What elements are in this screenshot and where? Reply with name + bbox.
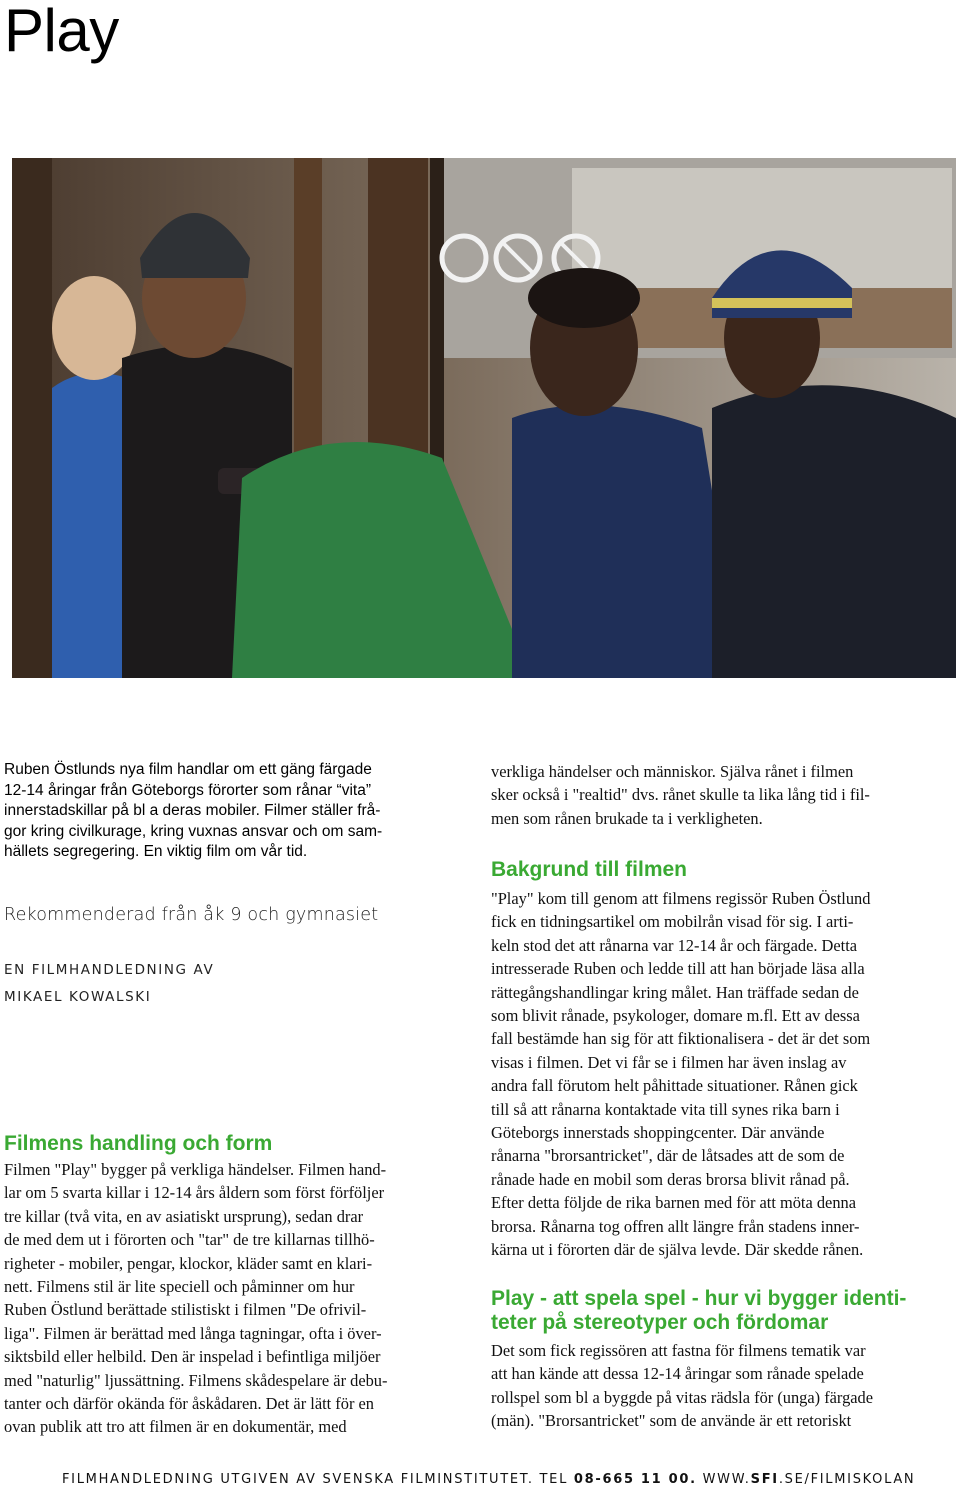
body-line: men som rånen brukade ta i verkligheten. xyxy=(491,808,763,828)
body-line: fall bestämde han sig för att fiktionalisera - det är det som xyxy=(491,1029,871,1049)
body-line: fick en tidningsartikel om mobilrån visad för sig. I arti- xyxy=(491,912,854,932)
age-recommendation: Rekommenderad från åk 9 och gymnasiet xyxy=(4,905,379,925)
body-line: "Play" kom till genom att filmens regissör Ruben Östlund xyxy=(491,889,871,908)
column2-continuation xyxy=(491,760,870,830)
section-heading-plot: Filmens handling och form xyxy=(4,1132,273,1155)
body-line: som blivit rånade, psykologer, domare m.fl. Ett av dessa xyxy=(491,1006,860,1026)
body-line: till så att rånarna kontaktade vita till synes rika barn i xyxy=(491,1099,840,1119)
intro-line: Ruben Östlunds nya film handlar om ett gäng färgade xyxy=(4,761,372,778)
page-title: Play xyxy=(4,0,119,64)
author-byline xyxy=(4,957,214,1011)
body-line: visas i filmen. Det vi får se i filmen har även inslag av xyxy=(491,1052,847,1072)
intro-line: 12-14 åringar från Göteborgs förorter som rånar “vita” xyxy=(4,781,371,799)
body-line: verkliga händelser och människor. Själva rånet i filmen xyxy=(491,762,854,781)
section-body-background xyxy=(491,887,870,1262)
intro-line: innerstadskillar på bl a deras mobiler. Filmer ställer frå- xyxy=(4,802,381,819)
intro-line: gor kring civilkurage, kring vuxnas ansvar och om sam- xyxy=(4,822,383,840)
body-line: kärna ut i förorten där de själva levde. Där skedde rånen. xyxy=(491,1240,864,1260)
page-footer xyxy=(62,1472,915,1487)
body-line: lar om 5 svarta killar i 12-14 års åldern som först förföljer xyxy=(4,1183,385,1203)
body-line: rånade hade en mobil som deras brorsa blivit rånad på. xyxy=(491,1169,850,1189)
section-heading-background: Bakgrund till filmen xyxy=(491,858,688,881)
body-line: siktsbild eller helbild. Den är inspelad i befintliga miljöer xyxy=(4,1347,381,1367)
body-line: ovan publik att tro att filmen är en dokumentär, med xyxy=(4,1417,347,1437)
footer-site-bold: SFI xyxy=(750,1472,779,1487)
body-line: sker också i "realtid" dvs. rånet skulle ta lika lång tid i fil- xyxy=(491,785,870,805)
body-line: rättegångshandlingar kring målet. Han träffade sedan de xyxy=(491,982,859,1002)
body-line: tre killar (två vita, en av asiatiskt ursprung), sedan drar xyxy=(4,1206,364,1226)
heading-line: Play - att spela spel - hur vi bygger identi- xyxy=(491,1287,907,1310)
body-line: righeter - mobiler, pengar, klockor, kläder samt en klari- xyxy=(4,1253,373,1273)
body-line: keln stod det att rånarna var 12-14 år och färgade. Detta xyxy=(491,935,858,955)
footer-phone: 08-665 11 00. xyxy=(573,1472,697,1487)
section-body-plot xyxy=(4,1158,387,1439)
body-line: Det som fick regissören att fastna för filmens tematik var xyxy=(491,1341,866,1360)
body-line: de med dem ut i förorten och "tar" de tre killarnas tillhö- xyxy=(4,1230,375,1250)
heading-line: teter på stereotyper och fördomar xyxy=(491,1311,829,1334)
footer-site-suffix: .SE/FILMISKOLAN xyxy=(778,1472,916,1487)
body-line: (män). "Brorsantricket" som de använde är ett retoriskt xyxy=(491,1411,852,1431)
footer-text: FILMHANDLEDNING UTGIVEN AV SVENSKA FILMINSTITUTET. TEL xyxy=(62,1472,574,1487)
body-line: intresserade Ruben och ledde till att han började läsa alla xyxy=(491,959,865,979)
byline-line: MIKAEL KOWALSKI xyxy=(4,989,152,1005)
body-line: Ruben Östlund berättade stilistiskt i filmen "De ofrivil- xyxy=(4,1300,367,1320)
body-line: andra fall förutom helt påhittade situationer. Rånen gick xyxy=(491,1076,858,1096)
body-line: Filmen "Play" bygger på verkliga händelser. Filmen hand- xyxy=(4,1160,387,1179)
body-line: rånarna "brorsantricket", där de låtsades att de som de xyxy=(491,1146,845,1166)
body-line: att han kände att dessa 12-14 åringar som rånade spelade xyxy=(491,1364,864,1384)
body-line: Göteborgs innerstads shoppingcenter. Där använde xyxy=(491,1123,825,1143)
intro-line: hällets segregering. En viktig film om vår tid. xyxy=(4,843,308,860)
intro-paragraph xyxy=(4,760,444,863)
byline-line: EN FILMHANDLEDNING AV xyxy=(4,962,215,978)
body-line: Efter detta följde de rika barnen med för att möta denna xyxy=(491,1193,856,1213)
body-line: nett. Filmens stil är lite speciell och påminner om hur xyxy=(4,1277,355,1297)
body-line: med "naturlig" ljussättning. Filmens skådespelare är debu- xyxy=(4,1370,388,1390)
film-still-photo xyxy=(12,158,956,678)
section-heading-stereotypes xyxy=(491,1287,906,1335)
body-line: rollspel som bl a byggde på vitas rädsla för (unga) färgade xyxy=(491,1387,874,1407)
body-line: tanter och därför okända för åskådaren. Det är lätt för en xyxy=(4,1394,374,1414)
section-body-stereotypes xyxy=(491,1339,873,1433)
body-line: liga". Filmen är berättad med långa tagningar, ofta i över- xyxy=(4,1323,382,1343)
body-line: brorsa. Rånarna tog offren allt längre från stadens inner- xyxy=(491,1216,860,1236)
footer-site-prefix: WWW. xyxy=(696,1472,751,1487)
